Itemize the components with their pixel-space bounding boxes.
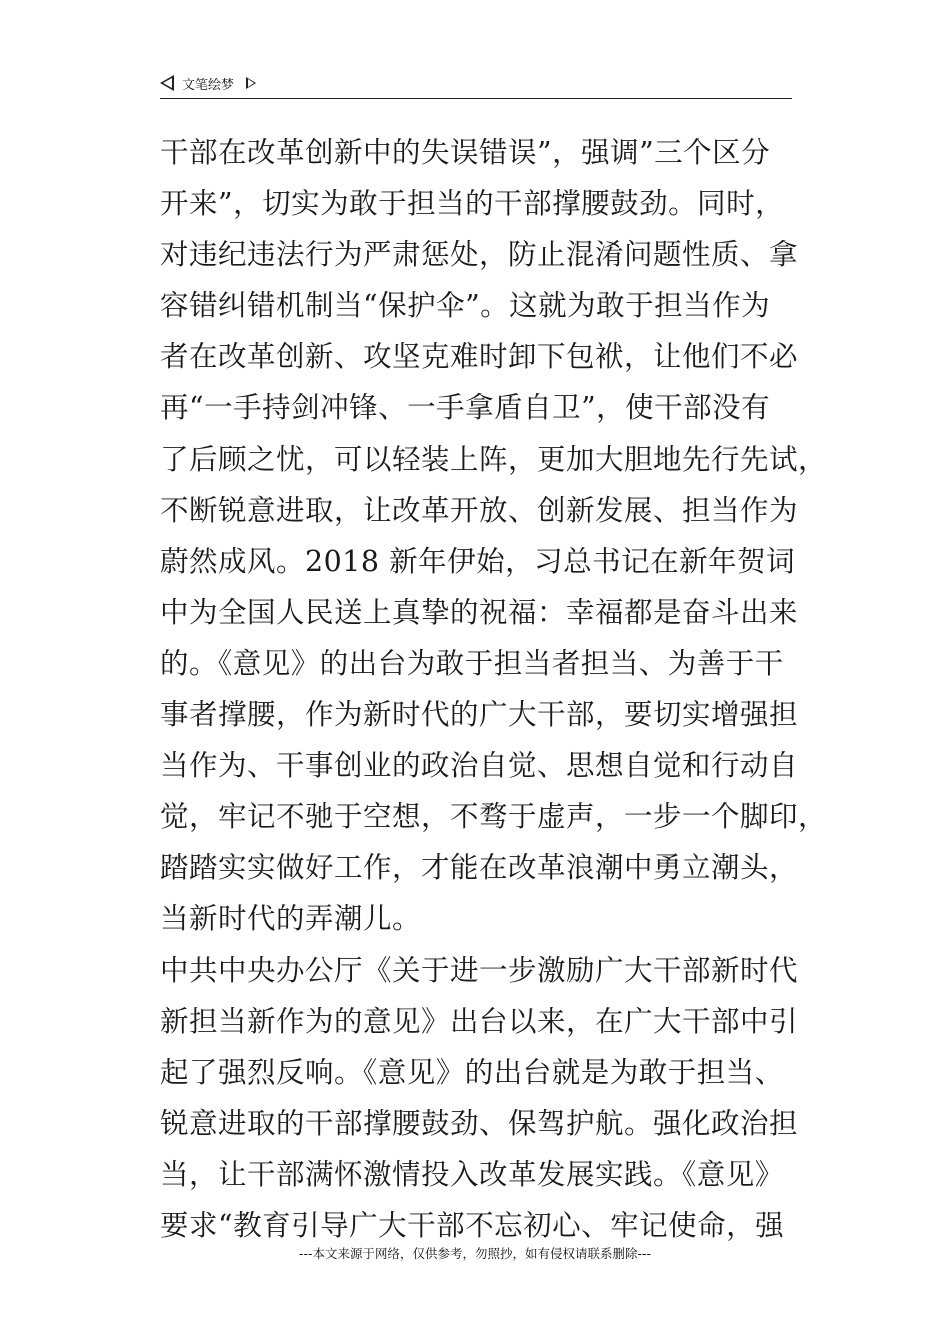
text-line: 容错纠错机制当“保护伞”。这就为敢于担当作为	[160, 289, 771, 323]
text-line: 的。《意见》的出台为敢于担当者担当、为善于干	[160, 646, 784, 680]
text-line: 者在改革创新、攻坚克难时卸下包袱，让他们不必	[160, 340, 799, 374]
text-line: 当作为、干事创业的政治自觉、思想自觉和行动自	[160, 749, 799, 783]
header-title: 文笔绘梦	[182, 78, 235, 93]
text-line: 要求“教育引导广大干部不忘初心、牢记使命，强	[160, 1208, 785, 1242]
text-line: 事者撑腰，作为新时代的广大干部，要切实增强担	[160, 698, 799, 732]
text-line: 中共中央办公厅《关于进一步激励广大干部新时代	[160, 953, 799, 987]
text-line: 了后顾之忧，可以轻装上阵，更加大胆地先行先试，	[160, 442, 828, 476]
text-line: 蔚然成风。2018 新年伊始，习总书记在新年贺词	[160, 544, 796, 578]
text-line: 锐意进取的干部撑腰鼓劲、保驾护航。强化政治担	[160, 1106, 799, 1140]
page-header	[160, 70, 792, 99]
text-line: 觉，牢记不驰于空想，不骛于虚声，一步一个脚印，	[160, 800, 828, 834]
text-line: 开来”，切实为敢于担当的干部撑腰鼓劲。同时，	[160, 187, 785, 221]
text-line: 新担当新作为的意见》出台以来，在广大干部中引	[160, 1004, 799, 1038]
triangle-right-icon	[246, 77, 256, 89]
text-line: 中为全国人民送上真挚的祝福：幸福都是奋斗出来	[160, 595, 799, 629]
text-line: 起了强烈反响。《意见》的出台就是为敢于担当、	[160, 1055, 784, 1089]
text-line: 当新时代的弄潮儿。	[160, 902, 422, 936]
text-line: 当，让干部满怀激情投入改革发展实践。《意见》	[160, 1157, 784, 1191]
page-footer: ---本文来源于网络，仅供参考，勿照抄，如有侵权请联系删除---	[298, 1246, 652, 1261]
text-line: 不断锐意进取，让改革开放、创新发展、担当作为	[160, 493, 799, 527]
text-line: 对违纪违法行为严肃惩处，防止混淆问题性质、拿	[160, 238, 799, 272]
document-body	[160, 127, 828, 1251]
text-line: 干部在改革创新中的失误错误”，强调”三个区分	[160, 136, 771, 169]
triangle-left-icon	[160, 75, 174, 91]
text-line: 再“一手持剑冲锋、一手拿盾自卫”，使干部没有	[160, 391, 771, 425]
text-line: 踏踏实实做好工作，才能在改革浪潮中勇立潮头，	[160, 851, 799, 885]
